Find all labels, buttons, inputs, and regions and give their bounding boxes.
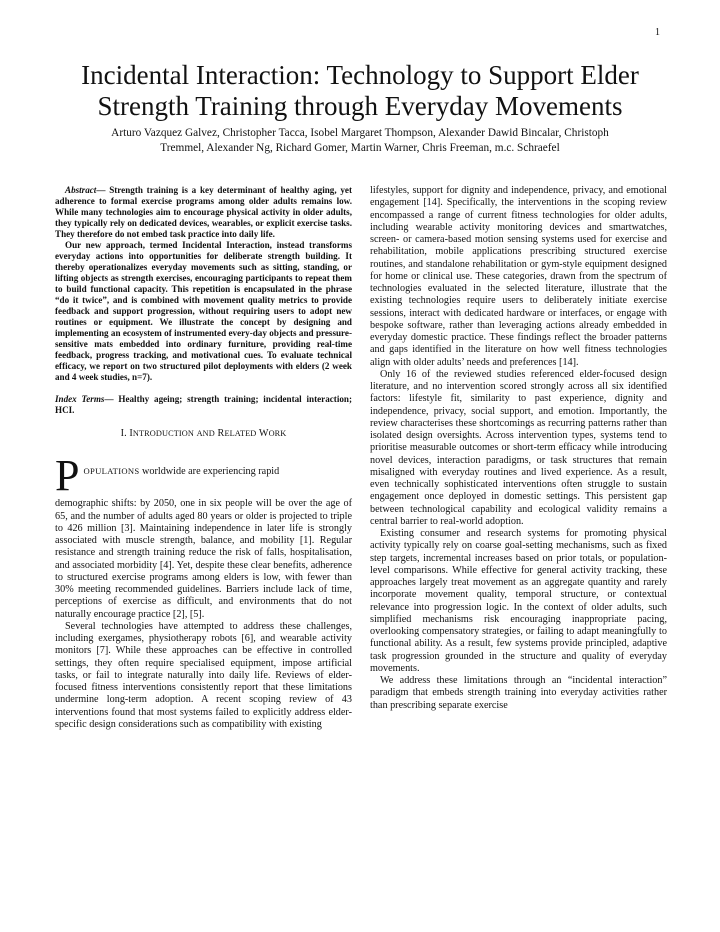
heading-word-1-rest: NTRODUCTION	[132, 429, 194, 438]
section-heading	[55, 428, 352, 440]
right-paragraph-1: lifestyles, support for dignity and independence, privacy, and emotional engagement [14]. Specifically, the interventions in the scoping review encompassed a range of current fitness technologies for older adults, including wearable activity monitoring devices and smartwatches, screen- or camera-based motion sensing systems used for exercise and rehabilitation, mobile applications prescribing structured exercise routines, and standalone rehabilitation or gym-style equipment designed for home or clinical use. These categories, drawn from the spectrum of technologies evaluated in the selected literature, illustrate that the existing technologies require users to deliberately initiate exercise sessions, interact with dedicated hardware or interfaces, or engage with bespoke software, rather than leveraging actions already embedded in everyday domestic practice. These findings reflect the broader patterns and gaps identified in the literature on how well fitness technologies align with older adults’ needs and preferences [14].	[370, 185, 667, 368]
abstract-text-1: Strength training is a key determinant of healthy aging, yet adherence to formal exercise programs among older adults remains low. While many technologies aim to encourage physical activity in older adults, they typically rely on dedicated devices, wearables, or explicit exercise tasks. They therefore do not embed task practice into daily life.	[55, 185, 352, 239]
right-paragraph-3: Existing consumer and research systems for promoting physical activity typically rely on coarse goal-setting mechanisms, such as fixed step targets, incremental increases based on prior totals, or population-level comparisons. While effective for general activity tracking, these approaches largely treat movement as an aggregate quantity and rarely incorporate movement quality, temporal structure, or contextual relevance into progression logic. In the context of older adults, such simplified mechanisms risk encouraging inappropriate pacing, overlooking compensatory strategies, or failing to adapt meaningfully to functional ability. As a result, few systems provide principled, adaptive task progression grounded in the structure and quality of everyday movements.	[370, 528, 667, 674]
author-line-1: Arturo Vazquez Galvez, Christopher Tacca, Isobel Margaret Thompson, Alexander Dawid Bincalar, Christoph	[111, 127, 609, 139]
section-numeral: I.	[120, 428, 130, 439]
right-column	[370, 185, 667, 712]
drop-cap: P	[55, 456, 80, 495]
intro-paragraph-1: demographic shifts: by 2050, one in six people will be over the age of 65, and the number of adults aged 80 years or older is projected to triple to 426 million [3]. Maintaining independence in later life is strongly associated with muscle strength, balance, and mobility [1]. Regular resistance and strength training reduce the risk of falls, hospitalisation, and associated morbidity [4]. Yet, despite these clear benefits, adherence to structured exercise programs among elders is low, with fewer than 30% meeting recommended guidelines. Barriers include lack of time, perceptions of exercise as difficult, and environments that do not naturally encourage practice [2], [5].	[55, 498, 352, 620]
abstract-paragraph-1	[55, 185, 352, 240]
heading-word-4-rest: ORK	[268, 429, 287, 438]
abstract-dash: —	[96, 185, 110, 195]
intro-opening	[55, 456, 352, 494]
heading-word-4-cap: W	[258, 428, 269, 439]
left-column	[55, 185, 352, 731]
right-paragraph-4: We address these limitations through an “incidental interaction” paradigm that embeds strength training into everyday activities rather than prescribing separate exercise	[370, 675, 667, 711]
page-number: 1	[655, 27, 660, 38]
paper-title: Incidental Interaction: Technology to Support Elder Strength Training through Everyday Movements	[81, 60, 639, 121]
heading-word-2: AND	[196, 429, 215, 438]
heading-word-1-cap: I	[129, 428, 133, 439]
author-line-2: Tremmel, Alexander Ng, Richard Gomer, Martin Warner, Chris Freeman, m.c. Schraefel	[160, 142, 560, 154]
abstract-label: Abstract	[65, 185, 97, 195]
intro-first-line	[55, 456, 352, 478]
index-terms	[55, 394, 352, 416]
author-list	[50, 126, 670, 156]
abstract-paragraph-2: Our new approach, termed Incidental Interaction, instead transforms everyday actions into opportunities for deliberate strength building. It thereby operationalizes everyday movements such as sitting, standing, or lifting objects as strength exercises, encouraging participants to repeat them to build functional capacity. This repetition is encapsulated in the phrase “do it twice”, and is combined with movement quality metrics to provide feedback and support progression, without requiring users to adopt new routines or equipment. We illustrate the concept by designing and implementing an ecosystem of instrumented every-day objects and pressure-sensitive mats embedded into ordinary furniture, providing real-time feedback, progress tracking, and motivational cues. To evaluate technical efficacy, we report on two structured pilot deployments with elders (2 week and 4 week studies, n=7).	[55, 240, 352, 382]
intro-paragraph-2: Several technologies have attempted to address these challenges, including exergames, physiotherapy robots [6], and wearable activity monitors [7]. While these approaches can be effective in controlled settings, they often require specialised equipment, impose artificial tasks, or fail to integrate naturally into daily life. Reviews of elder-focused fitness interventions consistently report that these limitations undermine long-term adoption. A recent scoping review of 43 interventions found that most systems failed to explicitly address elder-specific design considerations such as compatibility with existing	[55, 620, 352, 730]
index-terms-text: Healthy ageing; strength training; incidental interaction; HCI.	[55, 394, 352, 415]
heading-word-3-cap: R	[217, 428, 225, 439]
heading-word-3-rest: ELATED	[224, 429, 257, 438]
index-terms-label: Index Terms	[55, 394, 105, 404]
abstract	[55, 185, 352, 383]
index-terms-dash: —	[104, 394, 119, 404]
first-word-rest: OPULATIONS	[83, 466, 140, 477]
first-line-rest: worldwide are experiencing rapid	[139, 466, 280, 478]
right-paragraph-2: Only 16 of the reviewed studies referenced elder-focused design literature, and no intervention scored strongly across all six identified factors: lifestyle fit, similarity to past experience, dignity and independence, privacy, social support, and emotion. Importantly, the review characterises these shortcomings as recurring patterns rather than isolated design oversights. Across intervention types, systems tend to prioritise measurable outcomes or short-term efficacy while introducing novel devices, interaction paradigms, or task structures that remain misaligned with everyday routines and lived experience. As a result, even technically sophisticated interventions often struggle to sustain engagement once deployed in domestic settings. This persistent gap between technological capability and ecological validity remains a central barrier to real-world adoption.	[370, 368, 667, 527]
